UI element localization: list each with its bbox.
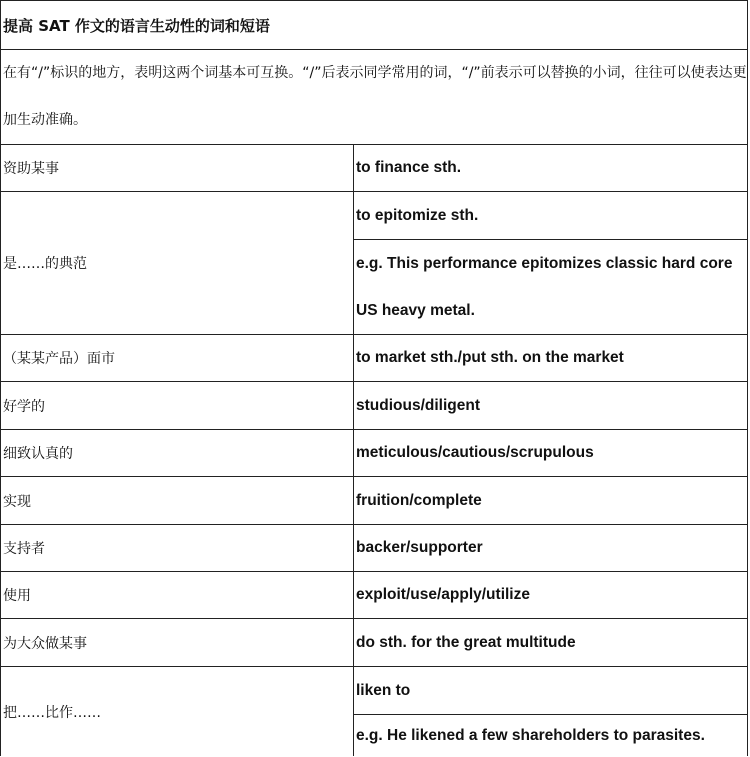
english-phrase: to market sth./put sth. on the market xyxy=(356,349,624,366)
english-phrase: meticulous/cautious/scrupulous xyxy=(356,444,594,461)
document-title: 提高 SAT 作文的语言生动性的词和短语 xyxy=(3,16,270,35)
table-row xyxy=(0,476,748,524)
chinese-term: 把……比作…… xyxy=(1,667,354,756)
table-row xyxy=(0,524,748,571)
english-phrase: backer/supporter xyxy=(356,539,483,556)
english-cell xyxy=(354,335,747,381)
chinese-term: 好学的 xyxy=(1,382,354,429)
chinese-term: 支持者 xyxy=(1,525,354,571)
english-phrase: do sth. for the great multitude xyxy=(356,633,576,651)
english-phrase: liken to xyxy=(356,681,411,699)
chinese-term: 资助某事 xyxy=(1,145,354,191)
table-row xyxy=(0,666,748,756)
chinese-term: 为大众做某事 xyxy=(1,619,354,666)
english-cell xyxy=(354,572,747,618)
table-row xyxy=(0,618,748,666)
english-cell xyxy=(354,430,747,476)
english-cell xyxy=(354,667,747,756)
intro-row xyxy=(0,49,748,144)
chinese-term: （某某产品）面市 xyxy=(1,335,354,381)
example-sentence: e.g. This performance epitomizes classic hard core US heavy metal. xyxy=(354,239,747,335)
chinese-term: 是……的典范 xyxy=(1,192,354,334)
english-phrase: fruition/complete xyxy=(356,491,482,509)
title-row xyxy=(0,0,748,49)
english-phrase: exploit/use/apply/utilize xyxy=(356,586,530,603)
chinese-term: 实现 xyxy=(1,477,354,524)
english-cell xyxy=(354,619,747,666)
english-phrase: to epitomize sth. xyxy=(356,206,479,224)
english-phrase: to finance sth. xyxy=(356,159,462,176)
english-cell xyxy=(354,477,747,524)
chinese-term: 细致认真的 xyxy=(1,430,354,476)
english-cell xyxy=(354,192,747,334)
english-cell xyxy=(354,145,747,191)
english-cell xyxy=(354,382,747,429)
table-row xyxy=(0,429,748,476)
table-row xyxy=(0,381,748,429)
english-phrase: studious/diligent xyxy=(356,396,480,414)
chinese-term: 使用 xyxy=(1,572,354,618)
table-row xyxy=(0,191,748,334)
table-row xyxy=(0,144,748,191)
table-row xyxy=(0,571,748,618)
example-sentence: e.g. He likened a few shareholders to parasites. xyxy=(354,714,747,757)
intro-text: 在有“/”标识的地方，表明这两个词基本可互换。“/”后表示同学常用的词，“/”前表示可以替换的小词，往往可以使表达更加生动准确。 xyxy=(3,65,747,128)
table-row xyxy=(0,334,748,381)
english-cell xyxy=(354,525,747,571)
